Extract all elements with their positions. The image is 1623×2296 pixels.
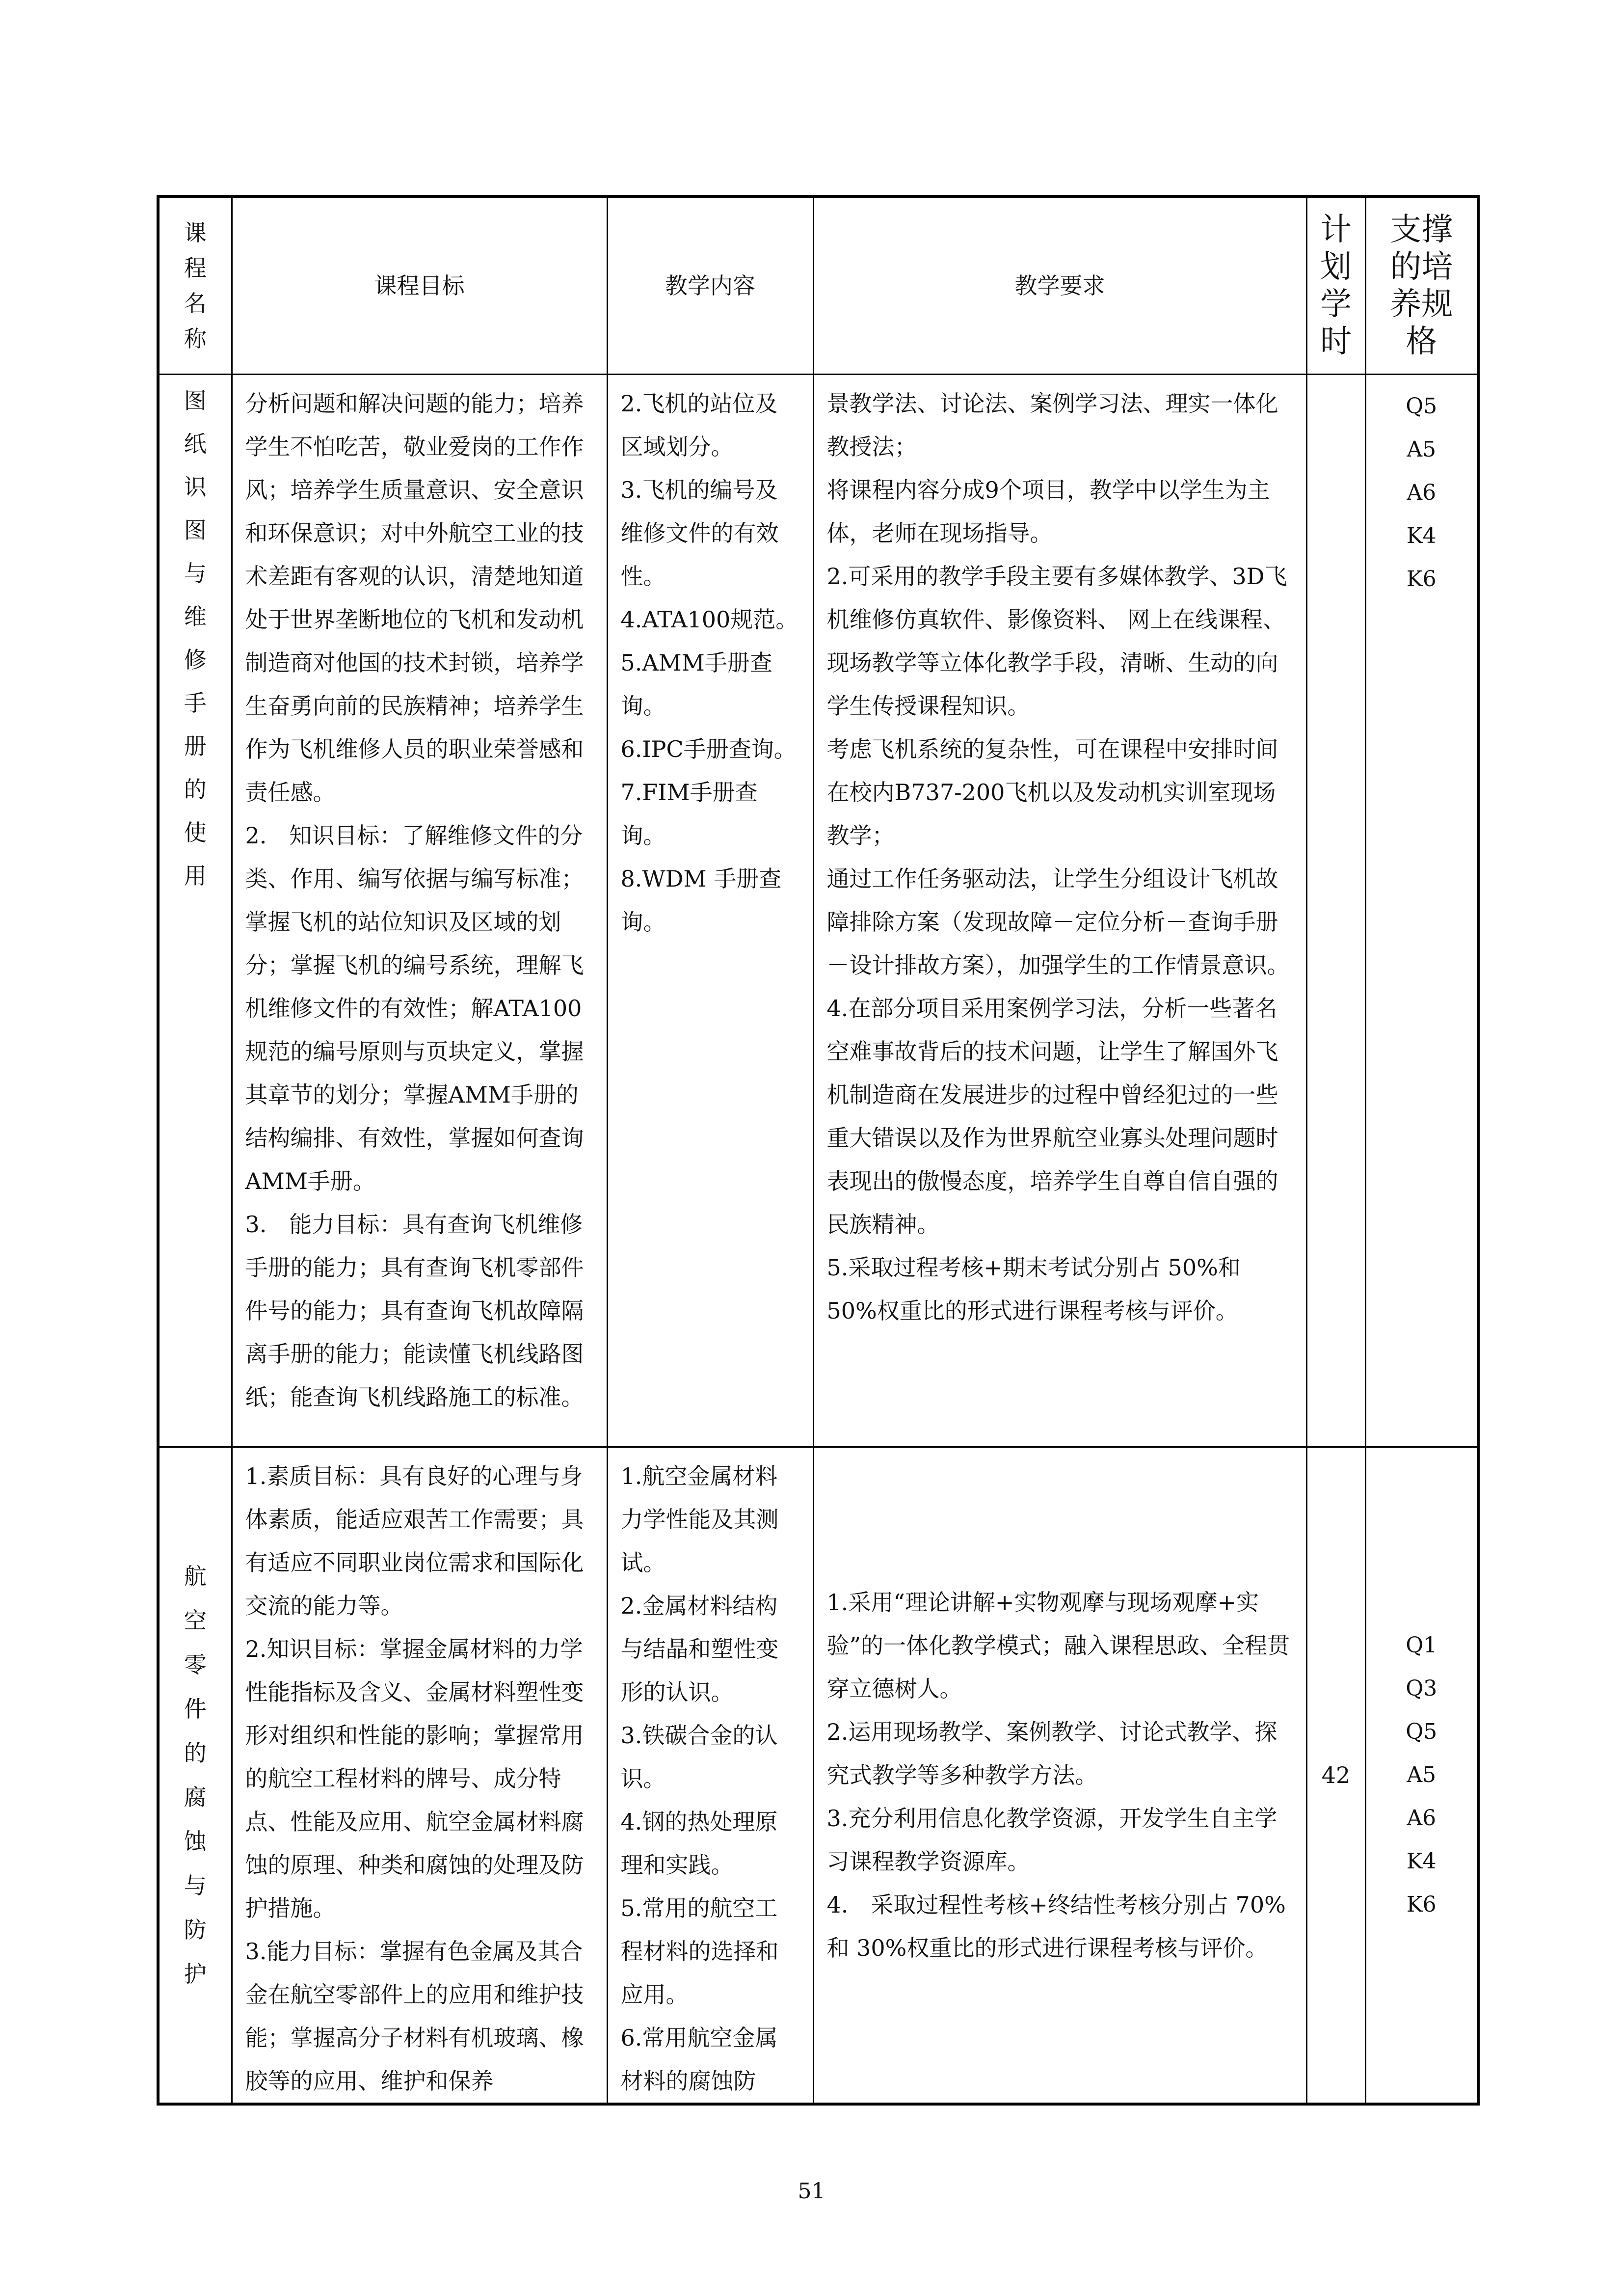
spec-code: Q1 bbox=[1406, 1632, 1437, 1658]
spec-code: A5 bbox=[1407, 436, 1437, 462]
goal-paragraph: 1.素质目标：具有良好的心理与身体素质，能适应艰苦工作需要；具有适应不同职业岗位需求和国际化交流的能力等。 bbox=[245, 1462, 584, 1619]
course-name-cell bbox=[158, 374, 232, 1447]
page-number: 51 bbox=[798, 2179, 825, 2204]
spec-code: A5 bbox=[1407, 1762, 1437, 1787]
spec-code: K4 bbox=[1406, 523, 1437, 548]
content-cell bbox=[607, 1447, 813, 2104]
spec-code: K6 bbox=[1406, 1891, 1437, 1917]
goal-paragraph: 分析问题和解决问题的能力；培养学生不怕吃苦，敬业爱岗的工作作风；培养学生质量意识、安全意识和环保意识；对中外航空工业的技术差距有客观的认识，清楚地知道处于世界垄断地位的飞机和发动机制造商对他国的技术封锁，培养学生奋勇向前的民族精神；培养学生作为飞机维修人员的职业荣誉感和责任感。 bbox=[245, 390, 584, 806]
content-item: 3.铁碳合金的认识。 bbox=[620, 1722, 778, 1792]
content-cell bbox=[607, 374, 813, 1447]
syllabus-table bbox=[157, 195, 1480, 2106]
goal-paragraph: 3. 能力目标：具有查询飞机维修手册的能力；具有查询飞机零部件件号的能力；具有查询飞机故障隔离手册的能力；能读懂飞机线路图纸；能查询飞机线路施工的标准。 bbox=[245, 1211, 584, 1410]
content-item: 6.常用航空金属材料的腐蚀防 bbox=[620, 2024, 778, 2094]
header-course-name bbox=[158, 196, 232, 374]
content-item: 7.FIM手册查询。 bbox=[620, 779, 758, 849]
content-item: 3.飞机的编号及维修文件的有效性。 bbox=[620, 476, 779, 590]
requirement-paragraph: 2.可采用的教学手段主要有多媒体教学、3D飞机维修仿真软件、影像资料、 网上在线课程、现场教学等立体化教学手段，清晰、生动的向学生传授课程知识。 bbox=[826, 563, 1287, 719]
content-item: 8.WDM 手册查询。 bbox=[620, 865, 782, 935]
header-specs bbox=[1365, 196, 1478, 374]
requirement-paragraph: 1.采用“理论讲解+实物观摩与现场观摩+实验”的一体化教学模式；融入课程思政、全程贯穿立德树人。 bbox=[826, 1589, 1290, 1702]
header-content: 教学内容 bbox=[607, 196, 813, 374]
requirement-paragraph: 景教学法、讨论法、案例学习法、理实一体化教授法； bbox=[826, 390, 1278, 460]
header-hours bbox=[1306, 196, 1365, 374]
requirement-paragraph: 将课程内容分成9个项目，教学中以学生为主体，老师在现场指导。 bbox=[826, 476, 1270, 546]
course-name-cell bbox=[158, 1447, 232, 2104]
header-course-name-text: 课程名称 bbox=[184, 219, 207, 352]
content-item: 4.ATA100规范。 bbox=[620, 606, 798, 633]
requirement-paragraph: 2.运用现场教学、案例教学、讨论式教学、探究式教学等多种教学方法。 bbox=[826, 1718, 1277, 1788]
specs-cell bbox=[1365, 374, 1478, 1447]
course-name: 图纸识图与维修手册的使用 bbox=[184, 387, 207, 889]
requirement-paragraph: 通过工作任务驱动法，让学生分组设计飞机故障排除方案（发现故障－定位分析－查询手册－设计排故方案），加强学生的工作情景意识。 bbox=[826, 865, 1290, 978]
course-goal-cell bbox=[232, 1447, 607, 2104]
content-item: 2.金属材料结构与结晶和塑性变形的认识。 bbox=[620, 1592, 779, 1705]
spec-code: Q3 bbox=[1406, 1675, 1437, 1701]
content-item: 5.AMM手册查询。 bbox=[620, 649, 772, 719]
content-item: 4.钢的热处理原理和实践。 bbox=[620, 1808, 778, 1878]
requirements-cell bbox=[813, 374, 1306, 1447]
hours-cell: 42 bbox=[1306, 1447, 1365, 2104]
content-item: 1.航空金属材料力学性能及其测试。 bbox=[620, 1462, 779, 1576]
header-course-goal: 课程目标 bbox=[232, 196, 607, 374]
requirement-paragraph: 考虑飞机系统的复杂性，可在课程中安排时间在校内B737-200飞机以及发动机实训室现场教学； bbox=[826, 735, 1278, 849]
spec-code: Q5 bbox=[1406, 1719, 1437, 1744]
header-row bbox=[158, 196, 1478, 374]
content-item: 2.飞机的站位及区域划分。 bbox=[620, 390, 778, 460]
goal-paragraph: 2.知识目标：掌握金属材料的力学性能指标及含义、金属材料塑性变形对组织和性能的影响；掌握常用的航空工程材料的牌号、成分特点、性能及应用、航空金属材料腐蚀的原理、种类和腐蚀的处理及防护措施。 bbox=[245, 1635, 584, 1921]
table-row bbox=[158, 374, 1478, 1447]
course-name: 航空零件的腐蚀与防护 bbox=[184, 1563, 207, 1987]
content-item: 6.IPC手册查询。 bbox=[620, 735, 797, 762]
spec-code: A6 bbox=[1407, 1805, 1437, 1831]
goal-paragraph: 3.能力目标：掌握有色金属及其合金在航空零部件上的应用和维护技能；掌握高分子材料有机玻璃、橡胶等的应用、维护和保养 bbox=[245, 1938, 584, 2094]
requirement-paragraph: 3.充分利用信息化教学资源，开发学生自主学习课程教学资源库。 bbox=[826, 1805, 1277, 1875]
specs-cell bbox=[1365, 1447, 1478, 2104]
requirement-paragraph: 5.采取过程考核+期末考试分别占 50%和 50%权重比的形式进行课程考核与评价。 bbox=[826, 1254, 1241, 1324]
content-item: 5.常用的航空工程材料的选择和应用。 bbox=[620, 1894, 779, 2008]
requirement-paragraph: 4. 采取过程性考核+终结性考核分别占 70%和 30%权重比的形式进行课程考核与评价。 bbox=[826, 1891, 1286, 1961]
header-hours-text: 计划学时 bbox=[1320, 211, 1352, 360]
course-goal-cell bbox=[232, 374, 607, 1447]
header-specs-text: 支撑的培养规格 bbox=[1390, 211, 1453, 360]
requirement-paragraph: 4.在部分项目采用案例学习法，分析一些著名空难事故背后的技术问题，让学生了解国外飞机制造商在发展进步的过程中曾经犯过的一些重大错误以及作为世界航空业寡头处理问题时表现出的傲慢态度，培养学生自尊自信自强的民族精神。 bbox=[826, 995, 1278, 1238]
spec-code: K4 bbox=[1406, 1848, 1437, 1874]
hours-cell bbox=[1306, 374, 1365, 1447]
spec-code: A6 bbox=[1407, 480, 1437, 505]
requirements-cell bbox=[813, 1447, 1306, 2104]
goal-paragraph: 2. 知识目标：了解维修文件的分类、作用、编写依据与编写标准；掌握飞机的站位知识及区域的划分；掌握飞机的编号系统，理解飞机维修文件的有效性；解ATA100规范的编号原则与页块定义，掌握其章节的划分；掌握AMM手册的结构编排、有效性，掌握如何查询AMM手册。 bbox=[245, 822, 584, 1194]
spec-code: Q5 bbox=[1406, 393, 1437, 419]
spec-code: K6 bbox=[1406, 566, 1437, 592]
table-row bbox=[158, 1447, 1478, 2104]
header-requirements: 教学要求 bbox=[813, 196, 1306, 374]
